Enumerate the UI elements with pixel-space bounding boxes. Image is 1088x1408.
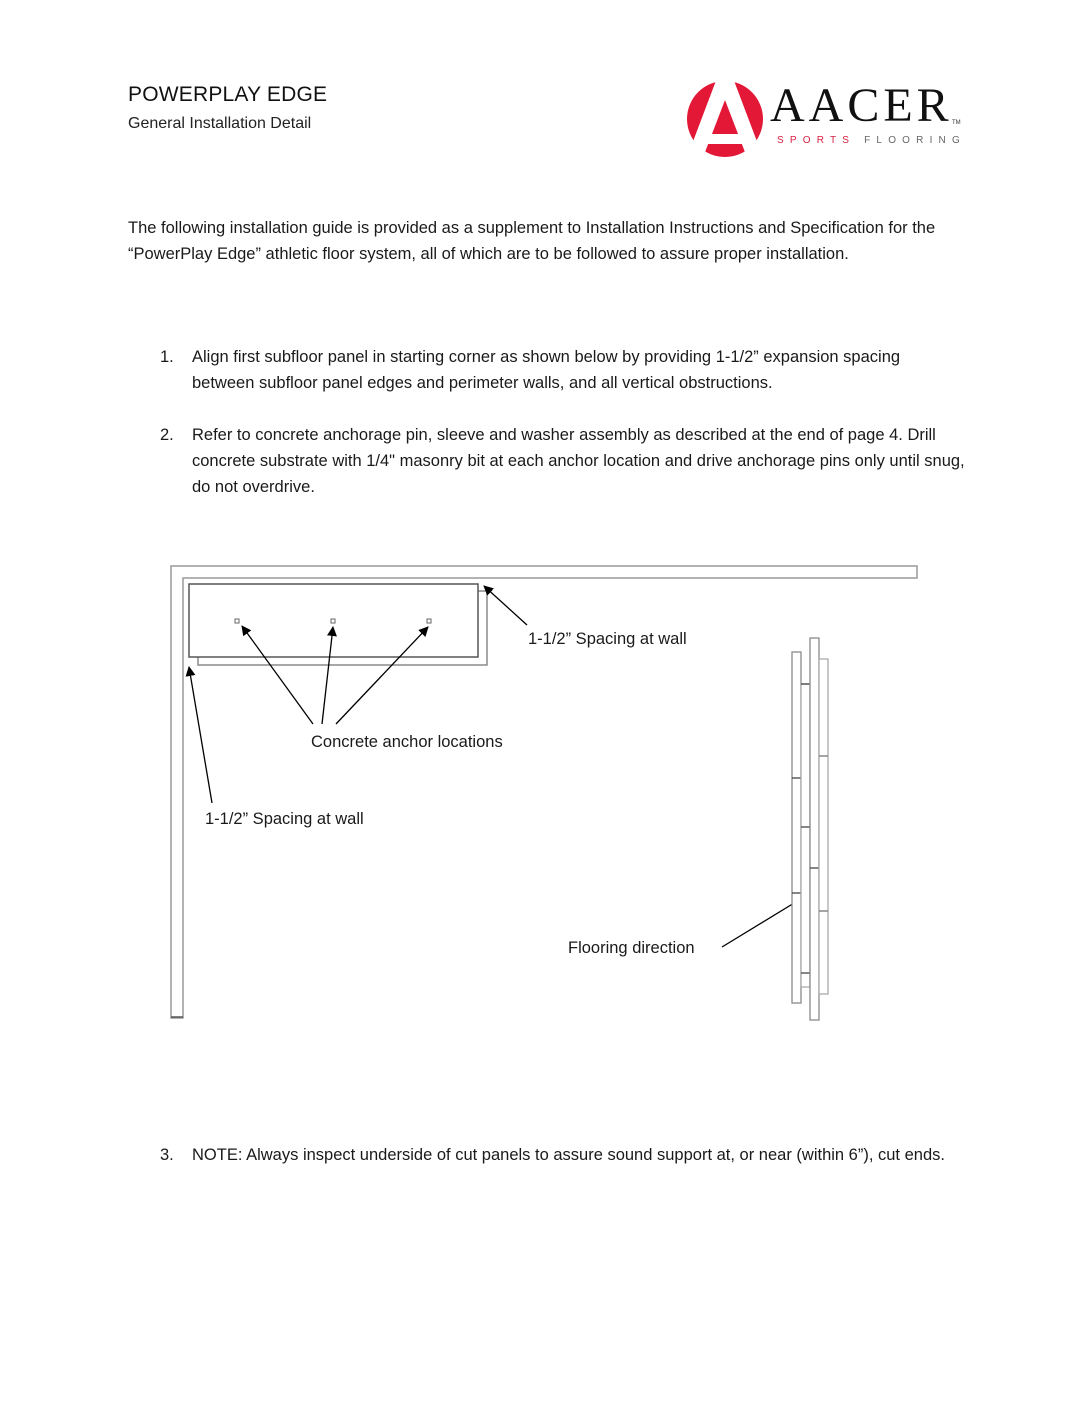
- label-spacing-at-wall-top: 1-1/2” Spacing at wall: [528, 630, 687, 648]
- step-text: Refer to concrete anchorage pin, sleeve and washer assembly as described at the end of page 4. Drill concrete substrate with 1/4" masonry bit at each anchor location and drive anchorage pins only until snug, do not overdrive.: [192, 426, 965, 496]
- intro-paragraph: The following installation guide is provided as a supplement to Installation Instructions and Specification for the “PowerPlay Edge” athletic floor system, all of which are to be followed to assure proper installation.: [128, 219, 936, 263]
- step-text: NOTE: Always inspect underside of cut panels to assure sound support at, or near (within 6”), cut ends.: [192, 1146, 945, 1164]
- anchor-points: [235, 619, 431, 623]
- subfloor-panel-back: [198, 591, 487, 665]
- document-subtitle: General Installation Detail: [128, 115, 312, 132]
- label-concrete-anchor-locations: Concrete anchor locations: [311, 733, 503, 751]
- label-flooring-direction: Flooring direction: [568, 939, 695, 957]
- annotation-arrows: [189, 586, 804, 947]
- step-number: 2.: [160, 426, 174, 444]
- logo-tagline-flooring: FLOORING: [864, 135, 966, 146]
- aacer-logo: [684, 78, 964, 162]
- document-title: POWERPLAY EDGE: [128, 83, 328, 106]
- flooring-boards: [792, 638, 828, 1020]
- logo-tagline: [777, 135, 966, 146]
- aacer-a-circle-icon: [684, 78, 766, 160]
- logo-wordmark: AACER: [770, 79, 953, 132]
- logo-tagline-sports: SPORTS: [777, 135, 856, 146]
- step-text: Align first subfloor panel in starting corner as shown below by providing 1-1/2” expansion spacing between subfloor panel edges and perimeter walls, and all vertical obstructions.: [192, 348, 901, 392]
- step-number: 3.: [160, 1146, 174, 1164]
- step-number: 1.: [160, 348, 174, 366]
- logo-trademark: TM: [952, 120, 961, 126]
- subfloor-panel-first: [189, 584, 478, 657]
- label-spacing-at-wall-left: 1-1/2” Spacing at wall: [205, 810, 364, 828]
